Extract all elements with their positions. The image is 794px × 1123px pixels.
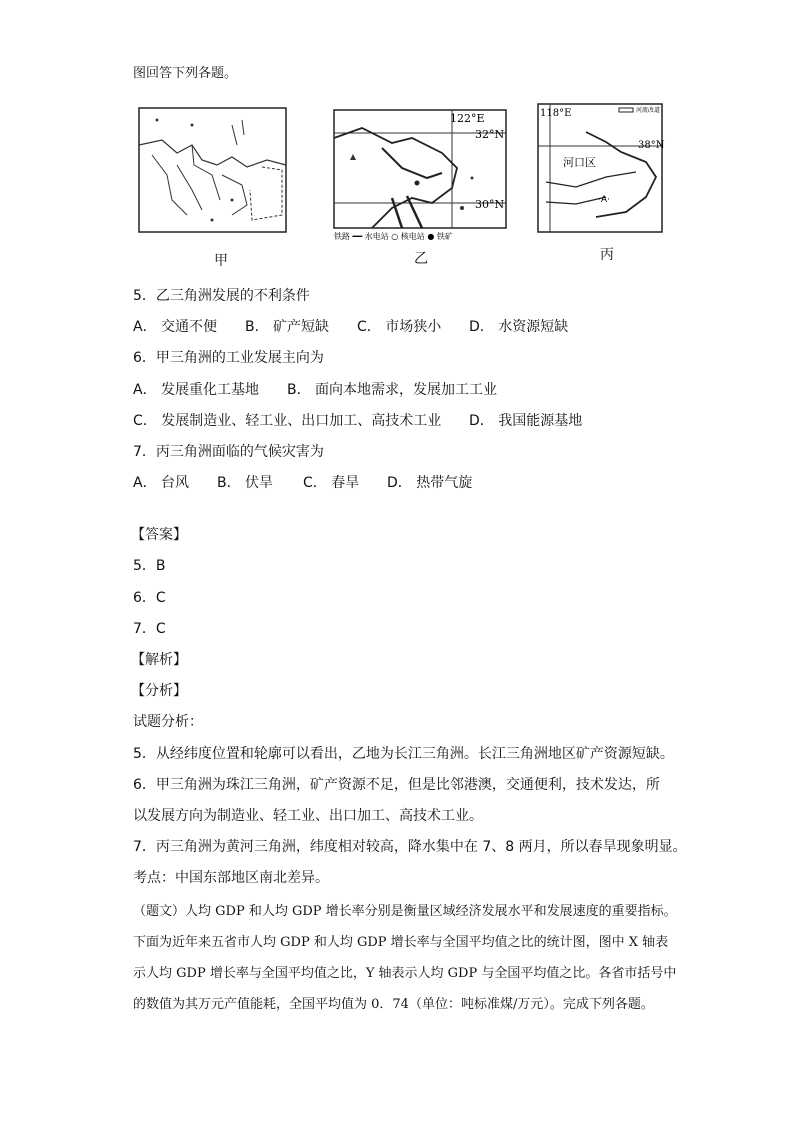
analysis-header: 【解析】 bbox=[131, 652, 187, 668]
q5-option-b: B． 矿产短缺 bbox=[245, 319, 330, 335]
analysis-line-2: 6．甲三角洲为珠江三角洲，矿产资源不足，但是比邻港澳，交通便利，技术发达，所 bbox=[133, 777, 660, 793]
next-question-text: （题文）人均 GDP 和人均 GDP 增长率分别是衡量区域经济发展水平和发展速度的重要指标。下面为近年来五省市人均 GDP 和人均 GDP 增长率与全国平均值之比的统计图，图中 X 轴表示人均 GDP 增长率与全国平均值之比，Y 轴表示人均 GDP 与全国平均值之比。各省市括号中的数值为其万元产值能耗，全国平均值为 0．74（单位：吨标准煤/万元）。完成下列各题。 bbox=[133, 904, 677, 1012]
q6-options-row2 bbox=[133, 411, 582, 431]
q5-option-d: D． 水资源短缺 bbox=[469, 319, 569, 335]
q6-option-c: C． 发展制造业、轻工业、出口加工、高技术工业 bbox=[133, 413, 442, 429]
answer-header: 【答案】 bbox=[131, 527, 187, 543]
q5-option-a: A． 交通不便 bbox=[133, 319, 218, 335]
delta-maps-figure bbox=[132, 100, 672, 270]
map-jia bbox=[132, 105, 292, 235]
q7-option-c: C． 春旱 bbox=[303, 475, 360, 491]
q7-options bbox=[133, 473, 472, 493]
map-yi-lat1: 32°N bbox=[475, 128, 505, 141]
map-bing-legend: 河流改道 bbox=[636, 107, 661, 114]
q7-option-a: A． 台风 bbox=[133, 475, 190, 491]
map-yi-lat2: 30°N bbox=[475, 198, 505, 211]
q6-option-a: A． 发展重化工基地 bbox=[133, 382, 260, 398]
q7-option-b: B． 伏旱 bbox=[217, 475, 274, 491]
intro-text: 图回答下列各题。 bbox=[133, 66, 238, 81]
map-bing-point: ·A· bbox=[598, 195, 610, 205]
answer-7: 7．C bbox=[133, 621, 166, 637]
map-bing-lon: 118°E bbox=[540, 108, 572, 119]
q6-stem: 6．甲三角洲的工业发展主向为 bbox=[133, 350, 324, 366]
q7-option-d: D． 热带气旋 bbox=[387, 475, 473, 491]
analysis-intro: 试题分析： bbox=[133, 714, 203, 730]
q6-option-b: B． 面向本地需求，发展加工工业 bbox=[287, 382, 498, 398]
kaodian: 考点：中国东部地区南北差异。 bbox=[133, 870, 329, 886]
q7-stem: 7．丙三角洲面临的气候灾害为 bbox=[133, 444, 324, 460]
answer-5: 5．B bbox=[133, 558, 166, 574]
analysis-line-1: 5．从经纬度位置和轮廓可以看出，乙地为长江三角洲。长江三角洲地区矿产资源短缺。 bbox=[133, 746, 674, 762]
q5-stem: 5．乙三角洲发展的不利条件 bbox=[133, 288, 310, 304]
analysis-line-4: 7．丙三角洲为黄河三角洲，纬度相对较高，降水集中在 7、8 两月，所以春旱现象明显。 bbox=[133, 839, 687, 855]
analysis-line-3: 以发展方向为制造业、轻工业、出口加工、高技术工业。 bbox=[133, 808, 483, 824]
q6-options-row1 bbox=[133, 380, 497, 400]
q6-option-d: D． 我国能源基地 bbox=[469, 413, 583, 429]
map-yi bbox=[332, 108, 512, 243]
answer-6: 6．C bbox=[133, 590, 166, 606]
fenxi-header: 【分析】 bbox=[131, 683, 187, 699]
map-yi-legend: 铁路 ━━ 水电站 ○ 核电站 ● 铁矿 bbox=[334, 232, 453, 241]
map-bing bbox=[536, 102, 666, 237]
q5-option-c: C． 市场狭小 bbox=[357, 319, 442, 335]
q5-options bbox=[133, 317, 568, 337]
map-bing-region: 河口区 bbox=[563, 156, 596, 169]
map-bing-lat: 38°N bbox=[638, 140, 665, 151]
map-bing-label: 丙 bbox=[600, 247, 614, 263]
map-yi-lon: 122°E bbox=[450, 112, 485, 125]
map-yi-label: 乙 bbox=[414, 251, 428, 267]
map-jia-label: 甲 bbox=[214, 253, 228, 269]
